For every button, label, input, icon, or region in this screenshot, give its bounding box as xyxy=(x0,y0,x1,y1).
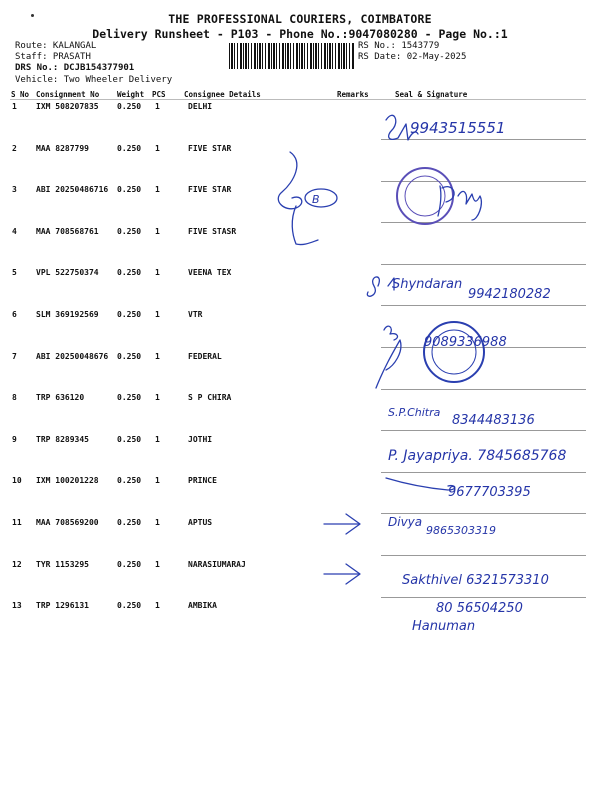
cell-consignment: TYR 1153295 xyxy=(36,560,89,569)
cell-sno: 9 xyxy=(12,435,17,444)
phone-row-10: 9677703395 xyxy=(448,485,531,500)
remark-circle xyxy=(305,189,337,207)
cell-consignee: FEDERAL xyxy=(188,352,222,361)
cell-weight: 0.250 xyxy=(117,393,142,402)
signature-row-10 xyxy=(386,478,455,490)
cell-sno: 12 xyxy=(12,560,22,569)
col-seal-signature: Seal & Signature xyxy=(395,90,468,99)
signature-row-5 xyxy=(367,277,394,296)
arrow-row-12 xyxy=(324,564,360,584)
cell-weight: 0.250 xyxy=(117,227,142,236)
cell-consignment: IXM 100201228 xyxy=(36,476,99,485)
cell-consignment: MAA 708568761 xyxy=(36,227,99,236)
name-row-11: Divya xyxy=(388,515,423,529)
cell-consignee: FIVE STAR xyxy=(188,185,232,194)
rs-number: RS No.: 1543779 xyxy=(358,41,440,51)
cell-consignment: VPL 522750374 xyxy=(36,268,99,277)
cell-consignee: VTR xyxy=(188,310,203,319)
cell-pcs: 1 xyxy=(155,144,160,153)
cell-pcs: 1 xyxy=(155,227,160,236)
phone-row-8: 8344483136 xyxy=(452,413,535,428)
cell-sno: 8 xyxy=(12,393,17,402)
phone-row-13: 80 56504250 xyxy=(436,601,523,616)
cell-pcs: 1 xyxy=(155,435,160,444)
cell-sno: 11 xyxy=(12,518,22,527)
cell-pcs: 1 xyxy=(155,268,160,277)
cell-sno: 2 xyxy=(12,144,17,153)
phone-row-11: 9865303319 xyxy=(426,524,496,537)
cell-consignee: APTUS xyxy=(188,518,213,527)
cell-sno: 6 xyxy=(12,310,17,319)
cell-sno: 4 xyxy=(12,227,17,236)
cell-weight: 0.250 xyxy=(117,560,142,569)
cell-pcs: 1 xyxy=(155,560,160,569)
phone-row-5: 9942180282 xyxy=(468,287,551,302)
cell-sno: 3 xyxy=(12,185,17,194)
cell-pcs: 1 xyxy=(155,393,160,402)
cell-consignee: PRINCE xyxy=(188,476,217,485)
col-consignment: Consignment No xyxy=(36,90,100,99)
cell-weight: 0.250 xyxy=(117,102,142,111)
cell-consignment: MAA 708569200 xyxy=(36,518,99,527)
cell-consignment: IXM 508207835 xyxy=(36,102,99,111)
cell-consignee: JOTHI xyxy=(188,435,213,444)
cell-consignee: VEENA TEX xyxy=(188,268,232,277)
cell-weight: 0.250 xyxy=(117,268,142,277)
bank-stamp xyxy=(424,322,484,382)
name-row-5: Shyndaran xyxy=(392,277,463,292)
name-row-13: Hanuman xyxy=(412,619,476,634)
cell-weight: 0.250 xyxy=(117,518,142,527)
phone-row-6: 9089336988 xyxy=(424,335,507,350)
cell-pcs: 1 xyxy=(155,476,160,485)
cell-sno: 7 xyxy=(12,352,17,361)
cell-consignee: NARASIUMARAJ xyxy=(188,560,246,569)
cell-consignee: FIVE STAR xyxy=(188,144,232,153)
cell-sno: 13 xyxy=(12,601,22,610)
cell-weight: 0.250 xyxy=(117,476,142,485)
cell-pcs: 1 xyxy=(155,518,160,527)
cell-pcs: 1 xyxy=(155,185,160,194)
cell-consignee: FIVE STASR xyxy=(188,227,237,236)
name-row-8: S.P.Chitra xyxy=(388,406,441,419)
col-consignee: Consignee Details xyxy=(184,90,261,99)
route-label: Route: KALANGAL xyxy=(15,41,97,51)
cell-weight: 0.250 xyxy=(117,601,142,610)
col-pcs: PCS xyxy=(152,90,166,99)
cell-pcs: 1 xyxy=(155,352,160,361)
cell-consignment: MAA 8287799 xyxy=(36,144,89,153)
cell-pcs: 1 xyxy=(155,310,160,319)
cell-consignment: ABI 20250048676 xyxy=(36,352,109,361)
cell-consignee: AMBIKA xyxy=(188,601,217,610)
cell-consignment: TRP 8289345 xyxy=(36,435,89,444)
signature-row-6 xyxy=(376,326,401,388)
name-phone-row-12: Sakthivel 6321573310 xyxy=(402,573,549,588)
cell-consignment: ABI 20250486716 xyxy=(36,185,109,194)
cell-consignment: TRP 636120 xyxy=(36,393,85,402)
cell-consignment: SLM 369192569 xyxy=(36,310,99,319)
name-phone-row-9: P. Jayapriya. 7845685768 xyxy=(388,448,567,464)
staff-label: Staff: PRASATH xyxy=(15,52,91,62)
cell-consignee: S P CHIRA xyxy=(188,393,232,402)
drs-label: DRS No.: DCJB154377901 xyxy=(15,63,135,73)
cell-weight: 0.250 xyxy=(117,144,142,153)
col-sno: S No xyxy=(11,90,30,99)
cell-consignee: DELHI xyxy=(188,102,213,111)
cell-sno: 1 xyxy=(12,102,17,111)
remark-mark: B xyxy=(312,193,320,206)
phone-row-1: 9943515551 xyxy=(410,119,506,137)
company-title: THE PROFESSIONAL COURIERS, COIMBATORE xyxy=(168,12,432,26)
cell-weight: 0.250 xyxy=(117,352,142,361)
cell-weight: 0.250 xyxy=(117,435,142,444)
cell-consignment: TRP 1296131 xyxy=(36,601,89,610)
cell-weight: 0.250 xyxy=(117,310,142,319)
cell-pcs: 1 xyxy=(155,102,160,111)
cell-sno: 5 xyxy=(12,268,17,277)
cell-sno: 10 xyxy=(12,476,22,485)
arrow-row-11 xyxy=(324,514,360,534)
vehicle-label: Vehicle: Two Wheeler Delivery xyxy=(15,75,173,85)
cell-pcs: 1 xyxy=(155,601,160,610)
cell-weight: 0.250 xyxy=(117,185,142,194)
runsheet-subtitle: Delivery Runsheet - P103 - Phone No.:9047080280 - Page No.:1 xyxy=(92,27,508,41)
col-remarks: Remarks xyxy=(337,90,369,99)
rs-date: RS Date: 02-May-2025 xyxy=(358,52,467,62)
col-weight: Weight xyxy=(117,90,145,99)
